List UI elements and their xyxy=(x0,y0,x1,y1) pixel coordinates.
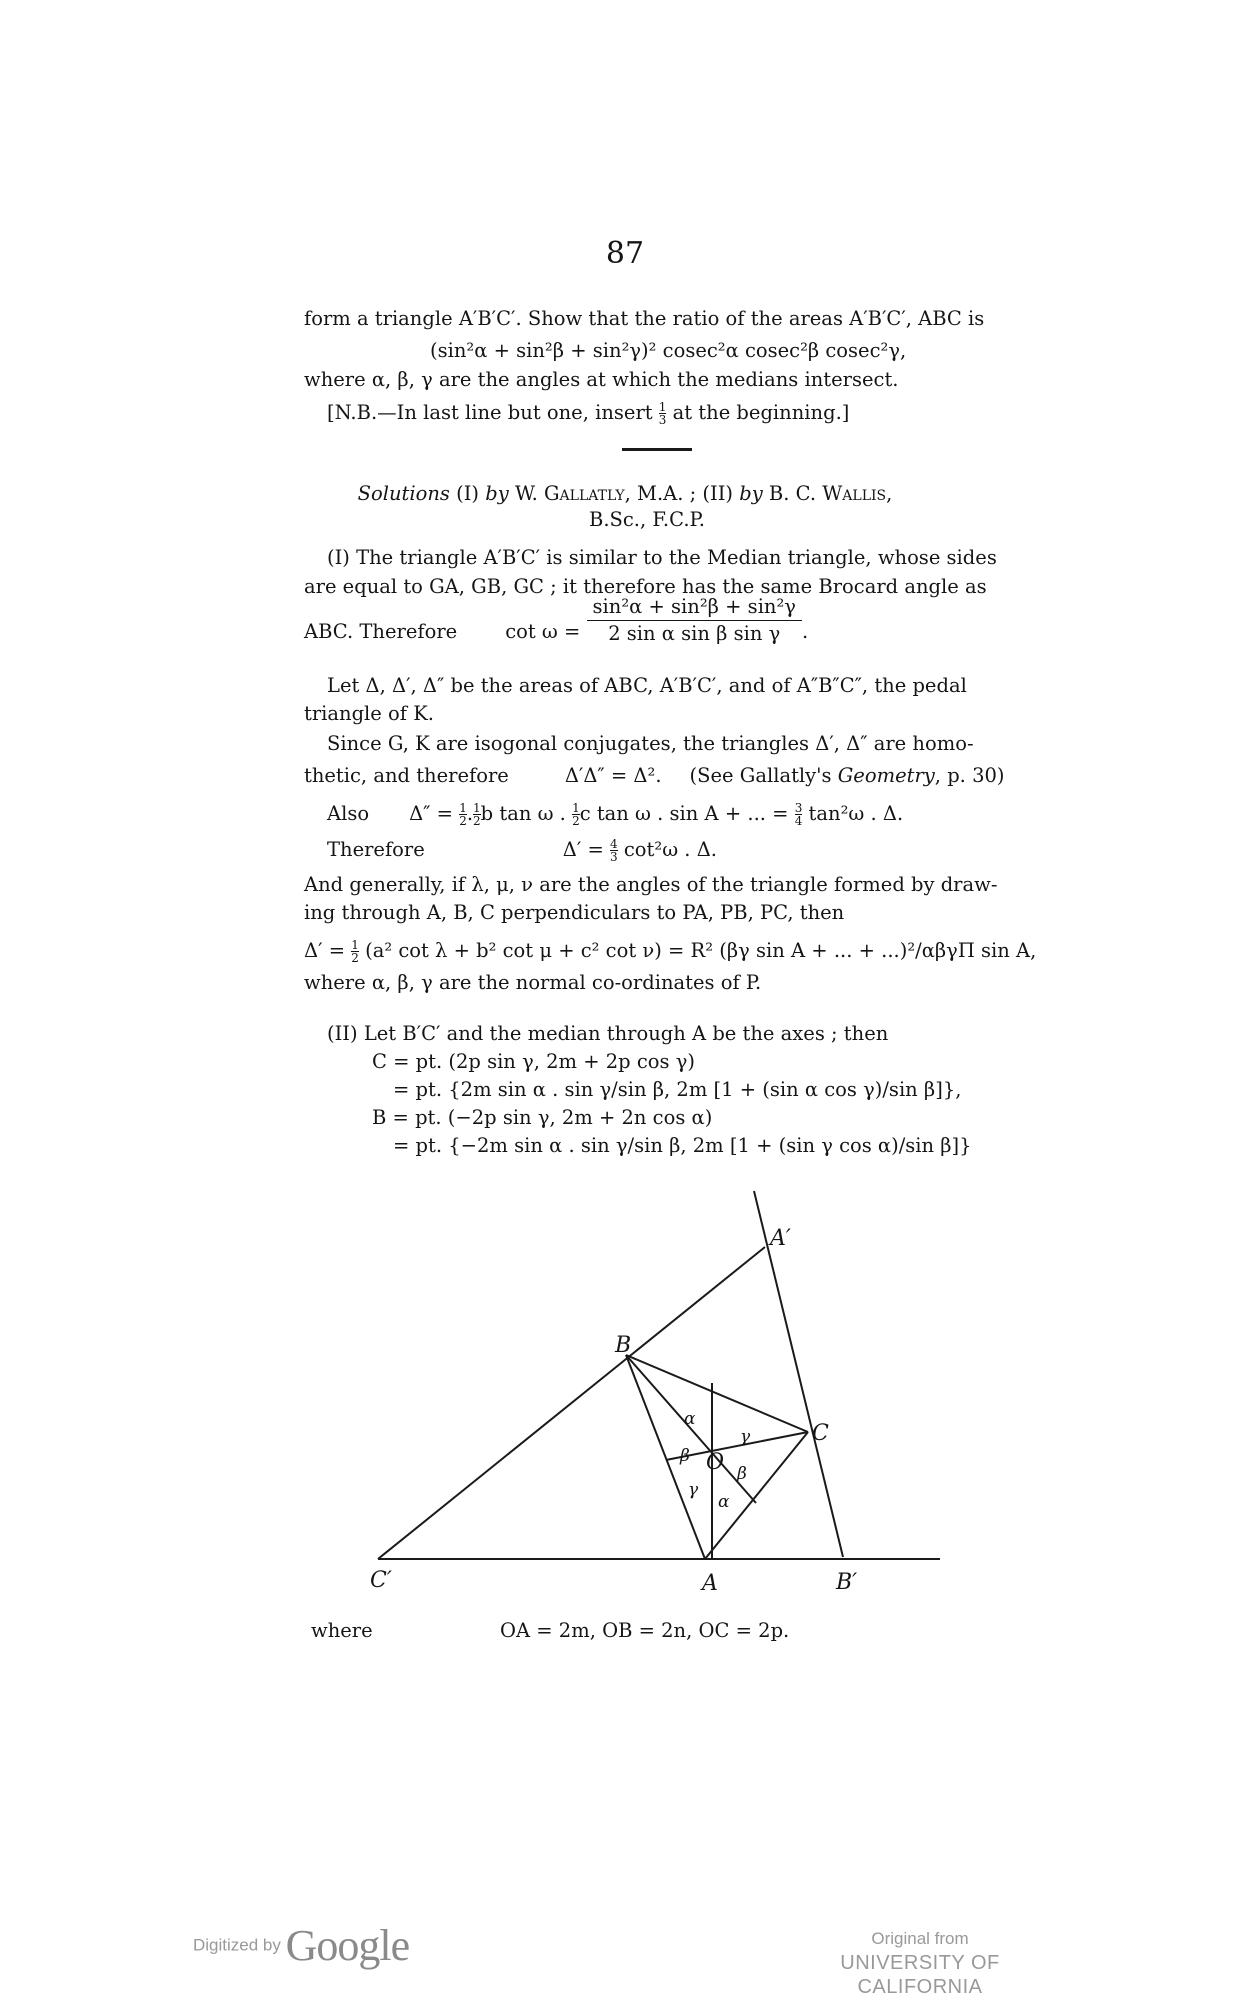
sol1-line-12: Δ′ = $\frac{1}{2} (a^2$ cot λ + b² cot μ + c² cot ν) = R² (βγ sin A + ... + ...)²/αβγΠ sin A, xyxy=(304,938,1037,965)
sol1-line-9: Therefore Δ′ = $\frac{4}{3} \cot^2\omega$ . Δ. xyxy=(327,837,717,864)
where-word: where xyxy=(311,1619,373,1642)
sol2-line-1: (II) Let B′C′ and the median through A be the axes ; then xyxy=(327,1022,889,1045)
sol1-line-13: where α, β, γ are the normal co-ordinates of P. xyxy=(304,971,762,994)
sol1-line-8: Also Δ″ = $\frac{1}{2}$. $\frac{1}{2}b$ tan ω . $\frac{1}{2}c$ tan ω . sin A + ... = $\frac{3}{4} \tan^2\omega$ . Δ. xyxy=(327,801,904,828)
angle-gamma-upper: γ xyxy=(740,1427,751,1447)
digitized-by: Digitized by Google xyxy=(193,1921,410,1970)
page-number: 87 xyxy=(605,236,645,271)
original-from: Original from UNIVERSITY OF CALIFORNIA xyxy=(840,1929,1000,1998)
label-o: O xyxy=(706,1450,725,1475)
angle-alpha-upper: α xyxy=(684,1409,696,1429)
sol1-line-4: Let Δ, Δ′, Δ″ be the areas of ABC, A′B′C′, and of A″B″C″, the pedal xyxy=(327,674,967,697)
sol1-line-2: are equal to GA, GB, GC ; it therefore has the same Brocard angle as xyxy=(304,575,987,598)
label-c: C xyxy=(812,1421,829,1446)
sol1-line-1: (I) The triangle A′B′C′ is similar to the Median triangle, whose sides xyxy=(327,546,997,569)
angle-beta-left: β xyxy=(680,1446,690,1466)
sol1-line-5: triangle of K. xyxy=(304,702,434,725)
sol1-line-3: ABC. Therefore cot ω = $\frac{\text{sin²α + sin²β + sin²γ}}{\text{2 sin α sin β sin γ}}$ . xyxy=(304,595,809,645)
label-b-prime: B′ xyxy=(836,1570,858,1595)
fraction-one-third: $\frac{1}{3}$ xyxy=(658,400,667,427)
sol2-line-3: = pt. {2m sin α . sin γ/sin β, 2m [1 + (sin α cos γ)/sin β]}, xyxy=(393,1078,962,1101)
side-c1-a1 xyxy=(378,1247,765,1559)
seg-ba xyxy=(626,1355,705,1559)
side-a1-b1 xyxy=(754,1191,843,1557)
sol1-line-10: And generally, if λ, μ, ν are the angles of the triangle formed by draw- xyxy=(304,873,998,896)
solutions-header-2: B.Sc., F.C.P. xyxy=(589,508,705,531)
problem-note: [N.B.—In last line but one, insert $\frac{1}{3}$ at the beginning.] xyxy=(327,400,850,427)
sol1-line-6: Since G, K are isogonal conjugates, the triangles Δ′, Δ″ are homo- xyxy=(327,732,974,755)
sol1-line-7: thetic, and therefore Δ′Δ″ = Δ². (See Gallatly's Geometry, p. 30) xyxy=(304,764,1005,787)
problem-line-1: form a triangle A′B′C′. Show that the ratio of the areas A′B′C′, ABC is xyxy=(304,307,985,330)
label-c-prime: C′ xyxy=(370,1568,392,1593)
angle-beta-right: β xyxy=(737,1464,747,1484)
label-b: B xyxy=(615,1333,632,1358)
google-logo: Google xyxy=(285,1921,410,1970)
label-a: A xyxy=(702,1571,718,1596)
problem-line-2: (sin²α + sin²β + sin²γ)² cosec²α cosec²β cosec²γ, xyxy=(430,339,907,362)
sol1-line-11: ing through A, B, C perpendiculars to PA, PB, PC, then xyxy=(304,901,845,924)
sol2-line-2: C = pt. (2p sin γ, 2m + 2p cos γ) xyxy=(372,1050,695,1073)
label-a-prime: A′ xyxy=(770,1226,791,1251)
sol2-line-5: = pt. {−2m sin α . sin γ/sin β, 2m [1 + (sin γ cos α)/sin β]} xyxy=(393,1134,972,1157)
angle-gamma-lower: γ xyxy=(688,1480,699,1500)
sol2-line-4: B = pt. (−2p sin γ, 2m + 2n cos α) xyxy=(372,1106,713,1129)
problem-line-3: where α, β, γ are the angles at which the medians intersect. xyxy=(304,368,899,391)
seg-bc xyxy=(626,1355,808,1432)
angle-alpha-lower: α xyxy=(718,1492,730,1512)
where-equations: OA = 2m, OB = 2n, OC = 2p. xyxy=(500,1619,790,1642)
solutions-header: Solutions (I) by W. Gallatly, M.A. ; (II) by B. C. Wallis, xyxy=(357,482,893,505)
cot-omega-fraction: $\frac{\text{sin²α + sin²β + sin²γ}}{\text{2 sin α sin β sin γ}}$ xyxy=(587,594,802,647)
